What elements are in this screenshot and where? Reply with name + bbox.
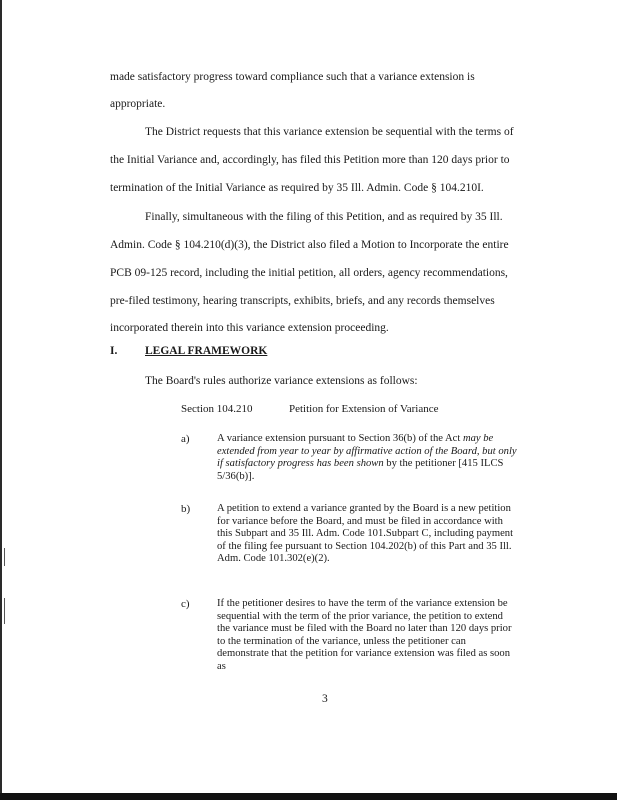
body-line: Admin. Code § 104.210(d)(3), the District also filed a Motion to Incorporate the entire: [110, 239, 509, 251]
quoted-section-title: Petition for Extension of Variance: [289, 403, 439, 415]
scan-margin-mark: [4, 548, 5, 566]
body-line: termination of the Initial Variance as required by 35 Ill. Admin. Code § 104.210I.: [110, 182, 484, 194]
body-line: The District requests that this variance extension be sequential with the terms of: [145, 126, 514, 138]
body-line: pre-filed testimony, hearing transcripts, exhibits, briefs, and any records themselves: [110, 295, 495, 307]
body-line: made satisfactory progress toward compliance such that a variance extension is: [110, 71, 475, 83]
scan-left-edge: [0, 0, 2, 800]
intro-line: The Board's rules authorize variance extensions as follows:: [145, 375, 418, 387]
body-line: appropriate.: [110, 98, 166, 110]
page-number: 3: [322, 693, 328, 705]
quoted-section-number: Section 104.210: [181, 403, 253, 415]
scan-bottom-edge: [0, 793, 617, 800]
section-number: I.: [110, 345, 118, 357]
item-text: If the petitioner desires to have the term of the variance extension be sequential with the term of the prior variance, the petition to extend the variance must be filed with the Board no later than 120 days prior to the termination of the variance, unless the petitioner can demonstrate that the petition for variance extension was filed as soon as: [217, 598, 512, 672]
item-text: A petition to extend a variance granted by the Board is a new petition for variance before the Board, and must be filed in accordance with this Subpart and 35 Ill. Adm. Code 101.Subpart C, including payment of the filing fee pursuant to Section 104.202(b) of this Part and 35 Ill. Adm. Code 101.302(e)(2).: [217, 503, 514, 565]
section-heading: LEGAL FRAMEWORK: [145, 345, 268, 357]
item-text: A variance extension pursuant to Section 36(b) of the Act may be extended from year to year by affirmative action of the Board, but only if satisfactory progress has been shown by the petitioner [415 ILCS 5/36(b)].: [217, 433, 517, 482]
body-line: PCB 09-125 record, including the initial petition, all orders, agency recommendations,: [110, 267, 508, 279]
item-letter: b): [181, 503, 191, 515]
item-letter: c): [181, 598, 190, 610]
body-line: the Initial Variance and, accordingly, has filed this Petition more than 120 days prior to: [110, 154, 510, 166]
item-letter: a): [181, 433, 190, 445]
body-line: incorporated therein into this variance extension proceeding.: [110, 322, 389, 334]
body-line: Finally, simultaneous with the filing of this Petition, and as required by 35 Ill.: [145, 211, 503, 223]
scan-margin-mark: [4, 598, 5, 624]
